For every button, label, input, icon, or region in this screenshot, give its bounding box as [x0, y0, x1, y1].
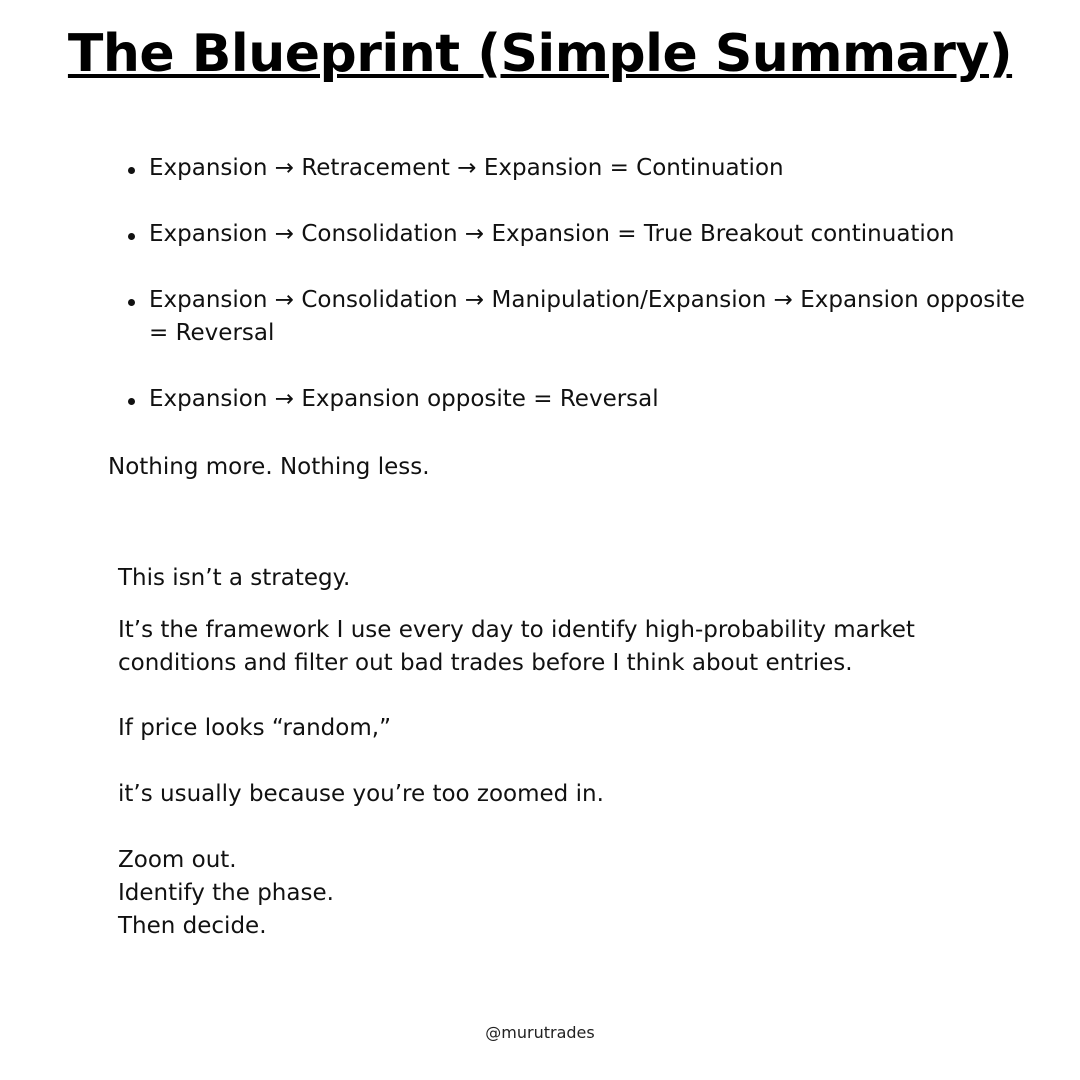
closing-line: Then decide.: [118, 913, 267, 939]
rule-list: [108, 152, 1049, 449]
paragraph-zoomed-in: it’s usually because you’re too zoomed in.: [118, 781, 604, 807]
author-handle: @murutrades: [485, 1023, 595, 1042]
closing-line: Zoom out.: [118, 847, 237, 873]
closing-lines: [118, 844, 718, 943]
rule-item: Expansion → Expansion opposite = Reversal: [149, 383, 1049, 416]
rule-item: Expansion → Consolidation → Expansion = True Breakout continuation: [149, 218, 1049, 251]
paragraph-price-random: If price looks “random,”: [118, 715, 391, 741]
tagline: Nothing more. Nothing less.: [108, 454, 430, 480]
paragraph-not-a-strategy: This isn’t a strategy.: [118, 565, 351, 591]
paragraph-framework: It’s the framework I use every day to identify high-probability market conditions and filter out bad trades before I think about entries.: [118, 617, 915, 676]
rule-item: Expansion → Consolidation → Manipulation/Expansion → Expansion opposite = Reversal: [149, 284, 1049, 350]
rule-item: Expansion → Retracement → Expansion = Continuation: [149, 152, 1049, 185]
closing-line: Identify the phase.: [118, 880, 334, 906]
page-title: The Blueprint (Simple Summary): [67, 24, 1013, 84]
